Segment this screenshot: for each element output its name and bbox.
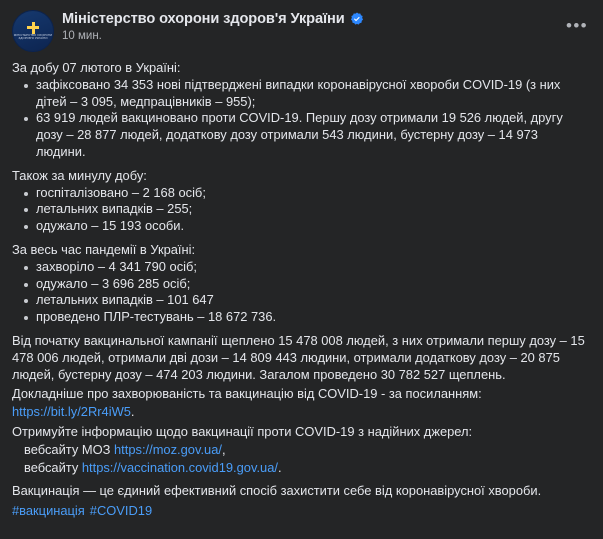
- hashtags: [12, 503, 591, 520]
- details-link-suffix: .: [130, 404, 135, 420]
- list-item: госпіталізовано – 2 168 осіб;: [36, 185, 591, 202]
- details-line: Докладніше про захворюваність та вакцинацію від COVID-19 - за посиланням:: [12, 386, 482, 402]
- sources-line: Отримуйте інформацію щодо вакцинації проти COVID-19 з надійних джерел:: [12, 423, 473, 439]
- source-moz-prefix: вебсайту МОЗ: [24, 441, 114, 457]
- list-item: летальних випадків – 101 647: [36, 292, 591, 309]
- source-vaccination-line: [12, 460, 591, 477]
- list-item: летальних випадків – 255;: [36, 201, 591, 218]
- list-item: одужало – 3 696 285 осіб;: [36, 276, 591, 293]
- intro-line: За добу 07 лютого в Україні:: [12, 60, 181, 75]
- post-meta: [62, 10, 364, 42]
- post-header: [12, 10, 591, 52]
- details-link-line: [12, 404, 591, 421]
- day-heading: Також за минулу добу:: [12, 167, 147, 183]
- post-timestamp: 10 мин.: [62, 30, 102, 42]
- spacer: [12, 161, 591, 168]
- hashtag-covid19[interactable]: #COVID19: [89, 503, 153, 519]
- source-moz-suffix: ,: [221, 441, 226, 457]
- pandemic-heading: За весь час пандемії в Україні:: [12, 241, 196, 257]
- source-vaccination-prefix: вебсайту: [24, 459, 82, 475]
- list-item: проведено ПЛР-тестувань – 18 672 736.: [36, 309, 591, 326]
- hashtag-vaccination[interactable]: #вакцинація: [12, 503, 85, 519]
- pandemic-bullet-list: [12, 259, 591, 326]
- avatar-caption: МІНІСТЕРСТВО ОХОРОНИ ЗДОРОВ'Я УКРАЇНИ: [13, 33, 53, 40]
- source-vaccination-suffix: .: [277, 459, 282, 475]
- list-item: одужало – 15 193 особи.: [36, 218, 591, 235]
- spacer: [12, 235, 591, 242]
- medical-cross-icon: [27, 22, 39, 34]
- page-name[interactable]: Міністерство охорони здоров'я України: [62, 11, 345, 27]
- avatar[interactable]: [12, 10, 54, 52]
- list-item: зафіксовано 34 353 нові підтверджені випадки коронавірусної хвороби COVID-19 (з них дітей – 3 095, медпрацівників – 955);: [36, 77, 591, 111]
- list-item: 63 919 людей вакциновано проти COVID-19. Першу дозу отримали 19 526 людей, другу дозу – 28 877 людей, додаткову дозу отримали 543 людини, бустерну дозу – 14 973 людини.: [36, 110, 591, 160]
- post-body: [12, 60, 591, 520]
- source-moz-line: [12, 442, 591, 459]
- verified-badge-icon: [350, 12, 364, 26]
- moz-link[interactable]: https://moz.gov.ua/: [114, 441, 222, 457]
- spacer: [12, 476, 591, 483]
- vaccination-summary: Від початку вакцинальної кампанії щеплено 15 478 008 людей, з них отримали першу дозу – 15 478 006 людей, отримали дві дози – 14 809 443 людини, отримали додаткову дозу – 20 875 людей, бустерну дозу – 474 203 людини. Загалом проведено 30 782 527 щеплень.: [12, 332, 585, 382]
- bitly-link[interactable]: https://bit.ly/2Rr4iW5: [12, 404, 131, 420]
- list-item: захворіло – 4 341 790 осіб;: [36, 259, 591, 276]
- more-options-icon[interactable]: •••: [565, 16, 589, 35]
- vaccination-link[interactable]: https://vaccination.covid19.gov.ua/: [81, 459, 278, 475]
- spacer: [12, 326, 591, 333]
- page-title-row: [62, 11, 364, 27]
- avatar-emblem: [13, 11, 53, 51]
- closing-line: Вакцинація — це єдиний ефективний спосіб захистити себе від коронавірусної хвороби.: [12, 483, 542, 499]
- day-bullet-list: [12, 185, 591, 235]
- intro-bullet-list: [12, 77, 591, 161]
